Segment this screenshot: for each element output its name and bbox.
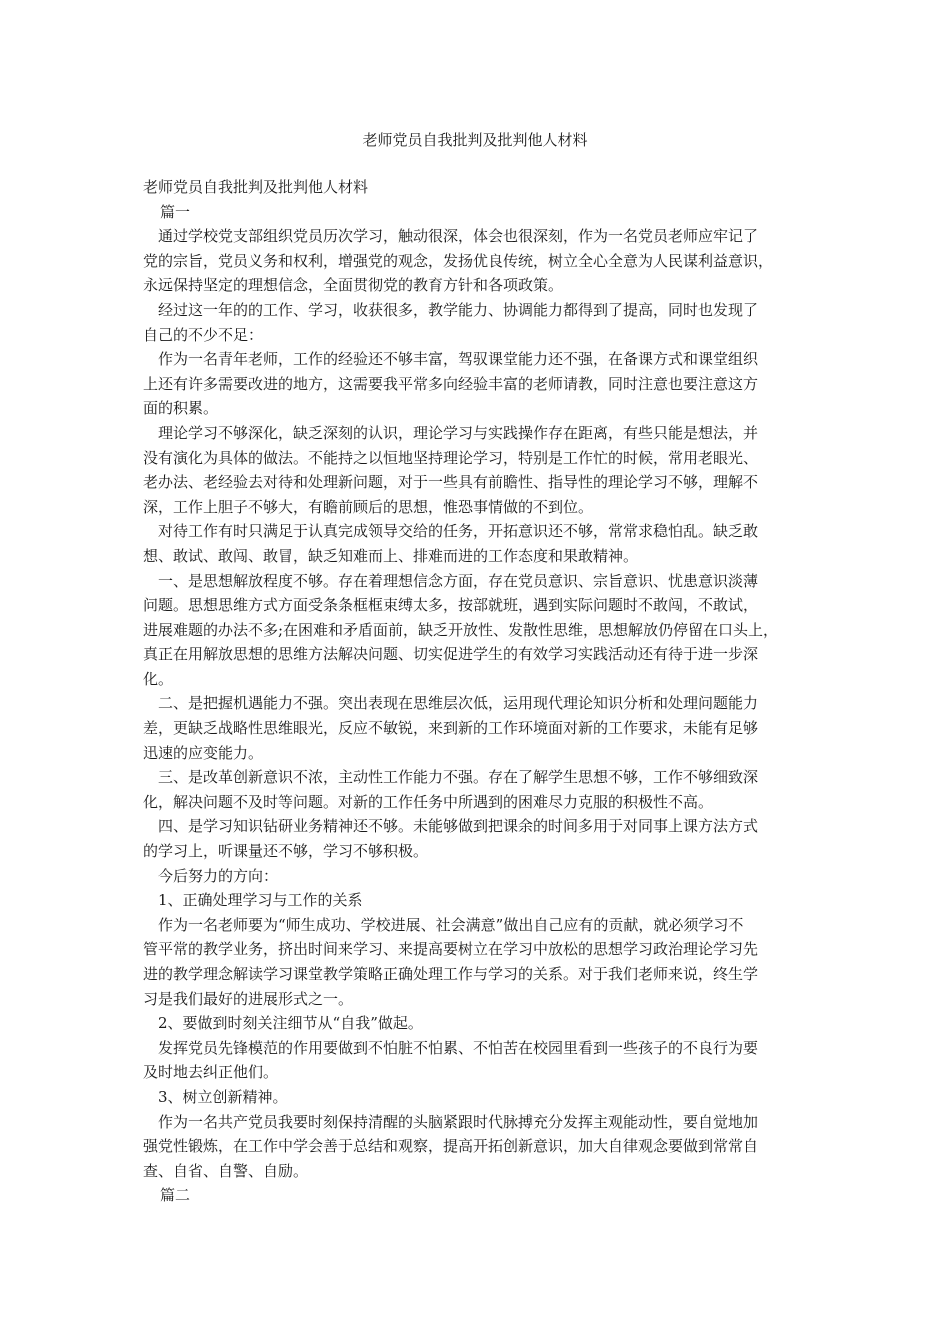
paragraph-line: 管平常的教学业务，挤出时间来学习、来提高要树立在学习中放松的思想学习政治理论学习先 <box>143 940 759 959</box>
paragraph-line: 的学习上，听课量还不够，学习不够积极。 <box>143 842 429 861</box>
paragraph-line: 自己的不少不足： <box>143 325 264 344</box>
paragraph-line: 没有演化为具体的做法。不能持之以恒地坚持理论学习，特别是工作忙的时候，常用老眼光、 <box>143 448 759 467</box>
paragraph-line: 对待工作有时只满足于认真完成领导交给的任务，开拓意识还不够，常常求稳怕乱。缺乏敢 <box>158 522 759 541</box>
paragraph-line: 发挥党员先锋模范的作用要做到不怕脏不怕累、不怕苦在校园里看到一些孩子的不良行为要 <box>158 1038 759 1057</box>
subheading: 1、正确处理学习与工作的关系 <box>158 891 363 910</box>
paragraph-line: 及时地去纠正他们。 <box>143 1063 279 1082</box>
paragraph-line: 老办法、老经验去对待和处理新问题，对于一些具有前瞻性、指导性的理论学习不够，理解不 <box>143 473 759 492</box>
paragraph-line: 问题。思想思维方式方面受条条框框束缚太多，按部就班，遇到实际问题时不敢闯，不敢试， <box>143 596 759 615</box>
paragraph-line: 理论学习不够深化，缺乏深刻的认识，理论学习与实践操作存在距离，有些只能是想法，并 <box>158 423 759 442</box>
paragraph-line: 通过学校党支部组织党员历次学习，触动很深，体会也很深刻，作为一名党员老师应牢记了 <box>158 227 759 246</box>
paragraph-line: 想、敢试、敢闯、敢冒，缺乏知难而上、排难而进的工作态度和果敢精神。 <box>143 546 639 565</box>
subheading: 今后努力的方向： <box>158 866 279 885</box>
subheading: 2、要做到时刻关注细节从“自我”做起。 <box>158 1014 423 1033</box>
paragraph-line: 迅速的应变能力。 <box>143 743 264 762</box>
paragraph-line: 二、是把握机遇能力不强。突出表现在思维层次低，运用现代理论知识分析和处理问题能力 <box>158 694 759 713</box>
document-body <box>143 175 818 1208</box>
paragraph-line: 深，工作上胆子不够大，有瞻前顾后的思想，惟恐事情做的不到位。 <box>143 497 594 516</box>
section-label-2: 篇二 <box>160 1186 191 1205</box>
paragraph-line: 三、是改革创新意识不浓，主动性工作能力不强。存在了解学生思想不够，工作不够细致深 <box>158 768 759 787</box>
section-label-1: 篇一 <box>160 202 191 221</box>
paragraph-line: 作为一名老师要为“师生成功、学校进展、社会满意”做出自己应有的贡献，就必须学习不 <box>158 915 744 934</box>
paragraph-line: 查、自省、自警、自励。 <box>143 1161 309 1180</box>
paragraph-line: 差，更缺乏战略性思维眼光，反应不敏锐，来到新的工作环境面对新的工作要求，未能有足够 <box>143 719 759 738</box>
subheading: 3、树立创新精神。 <box>158 1087 288 1106</box>
paragraph-line: 面的积累。 <box>143 399 219 418</box>
body-heading: 老师党员自我批判及批判他人材料 <box>143 178 369 196</box>
paragraph-line: 作为一名共产党员我要时刻保持清醒的头脑紧跟时代脉搏充分发挥主观能动性，要自觉地加 <box>158 1112 759 1131</box>
paragraph-line: 习是我们最好的进展形式之一。 <box>143 989 354 1008</box>
paragraph-line: 四、是学习知识钻研业务精神还不够。未能够做到把课余的时间多用于对同事上课方法方式 <box>158 817 759 836</box>
paragraph-line: 进展难题的办法不多;在困难和矛盾面前，缺乏开放性、发散性思维，思想解放仍停留在口头上， <box>143 620 779 639</box>
paragraph-line: 进的教学理念解读学习课堂教学策略正确处理工作与学习的关系。对于我们老师来说，终生学 <box>143 965 759 983</box>
page-title: 老师党员自我批判及批判他人材料 <box>362 131 588 149</box>
paragraph-line: 永远保持坚定的理想信念，全面贯彻党的教育方针和各项政策。 <box>143 276 564 295</box>
paragraph-line: 化。 <box>143 669 174 688</box>
paragraph-line: 一、是思想解放程度不够。存在着理想信念方面，存在党员意识、宗旨意识、忧患意识淡薄 <box>158 571 759 590</box>
paragraph-line: 化，解决问题不及时等问题。对新的工作任务中所遇到的困难尽力克服的积极性不高。 <box>143 792 714 811</box>
paragraph-line: 强党性锻炼，在工作中学会善于总结和观察，提高开拓创新意识，加大自律观念要做到常常自 <box>143 1137 759 1156</box>
paragraph-line: 作为一名青年老师，工作的经验还不够丰富，驾驭课堂能力还不强，在备课方式和课堂组织 <box>158 350 759 369</box>
paragraph-line: 经过这一年的的工作、学习，收获很多，教学能力、协调能力都得到了提高，同时也发现了 <box>158 300 759 319</box>
paragraph-line: 党的宗旨，党员义务和权利，增强党的观念，发扬优良传统，树立全心全意为人民谋利益意识， <box>143 251 774 270</box>
paragraph-line: 上还有许多需要改进的地方，这需要我平常多向经验丰富的老师请教，同时注意也要注意这方 <box>143 374 759 393</box>
paragraph-line: 真正在用解放思想的思维方法解决问题、切实促进学生的有效学习实践活动还有待于进一步深 <box>143 645 759 664</box>
